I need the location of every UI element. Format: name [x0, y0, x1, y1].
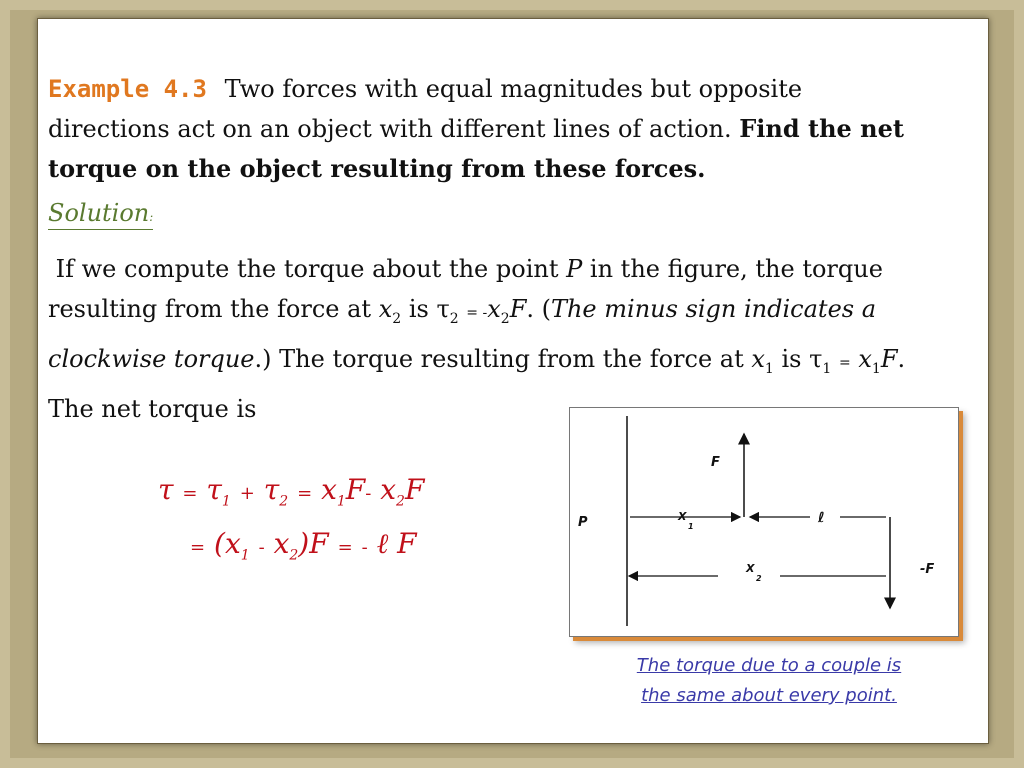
eq-plus: +	[239, 483, 255, 504]
eq-open-paren: (	[214, 526, 225, 560]
fig-label-x1: X	[678, 510, 687, 523]
eq-close-paren: )	[298, 526, 310, 560]
x1-var: x	[751, 344, 765, 373]
example-intro: Two forces with equal magnitudes but opposite directions act on an object with different lines of action.	[48, 75, 803, 143]
eq-equals-2: =	[297, 483, 313, 504]
fig-label-x2-sub: 2	[756, 574, 762, 583]
eq-tau: τ	[158, 473, 174, 506]
x2-sub-b: 2	[500, 310, 510, 327]
fig-label-x1-sub: 1	[688, 522, 694, 531]
x2-var-b: x	[487, 295, 501, 323]
force-couple-diagram	[570, 408, 958, 636]
eq-x2-sub: 2	[396, 493, 405, 510]
tau2-sub: 2	[449, 310, 459, 327]
F-var-1: F	[509, 295, 527, 323]
fig-label-negF: -F	[920, 562, 935, 577]
eq-equals-1: =	[182, 483, 198, 504]
eq-F-2: F	[404, 473, 425, 506]
F-var-2: F	[880, 344, 898, 373]
eq-x1-b: x	[224, 526, 241, 560]
eq-x2: x	[380, 473, 397, 506]
equation-line-1	[158, 469, 424, 523]
eq-tau1-sub: 1	[221, 493, 231, 510]
eq-tau2: τ	[263, 473, 280, 506]
solution-colon: :	[149, 210, 154, 224]
is-word-1: is	[408, 295, 429, 323]
eq-minus-1: -	[365, 483, 372, 504]
eq-tau1: τ	[206, 473, 222, 506]
x2-sub: 2	[392, 310, 402, 327]
x1-var-b: x	[858, 344, 872, 373]
caption-line-2: the same about every point.	[641, 685, 897, 706]
x2-var: x	[378, 295, 393, 323]
equation-line-2	[158, 523, 424, 577]
eq-x1: x	[321, 473, 337, 506]
eq-x1-sub: 1	[336, 493, 346, 510]
eq-equals-3: =	[190, 536, 206, 558]
example-task: Find the net torque on the object resulting from these forces.	[48, 114, 904, 183]
eq-F-1: F	[345, 473, 366, 506]
net-torque-equation	[158, 469, 424, 576]
eq-x1-b-sub: 1	[240, 547, 250, 564]
point-p: P	[566, 255, 583, 283]
force-couple-figure	[569, 407, 959, 637]
body-text-1: If we compute the torque about the point	[55, 255, 559, 283]
fig-label-x2: X	[746, 562, 755, 575]
minus-note: The minus sign indicates a clockwise torque	[48, 295, 877, 373]
tau2-var: τ	[436, 295, 450, 323]
body-text-2: in the figure, the torque resulting from the force at	[48, 255, 883, 323]
is-word-2: is	[781, 344, 802, 373]
x1-sub-b: 1	[871, 360, 881, 377]
eq-ell: ℓ	[376, 526, 389, 560]
slide	[37, 18, 989, 744]
eq-sign: =	[838, 354, 851, 371]
example-label: Example 4.3	[48, 75, 207, 103]
eq-minus-2: -	[258, 536, 265, 558]
solution-label: Solution	[48, 199, 150, 227]
tau1-var: τ	[809, 344, 823, 373]
close-paren: .)	[254, 344, 272, 373]
tau1-sub: 1	[822, 360, 832, 377]
eq-minus: = -	[466, 305, 488, 321]
body-text-4: . The net torque is	[48, 344, 906, 423]
example-paragraph	[48, 69, 928, 189]
dot-paren: . (	[526, 295, 551, 323]
body-text-3: The torque resulting from the force at	[279, 344, 744, 373]
eq-F-3: F	[309, 526, 329, 560]
fig-label-F: F	[711, 455, 720, 470]
solution-heading	[48, 199, 153, 230]
eq-x2-b-sub: 2	[289, 547, 299, 564]
eq-minus-3: -	[361, 536, 368, 558]
solution-body	[48, 249, 928, 429]
eq-equals-4: =	[337, 536, 353, 558]
eq-F-4: F	[397, 526, 417, 560]
fig-label-ell: ℓ	[818, 510, 825, 526]
x1-sub: 1	[764, 360, 774, 377]
caption-line-1: The torque due to a couple is	[636, 655, 902, 676]
fig-label-P: P	[578, 515, 588, 530]
eq-x2-b: x	[273, 526, 290, 560]
figure-caption	[569, 651, 969, 711]
eq-tau2-sub: 2	[279, 493, 289, 510]
